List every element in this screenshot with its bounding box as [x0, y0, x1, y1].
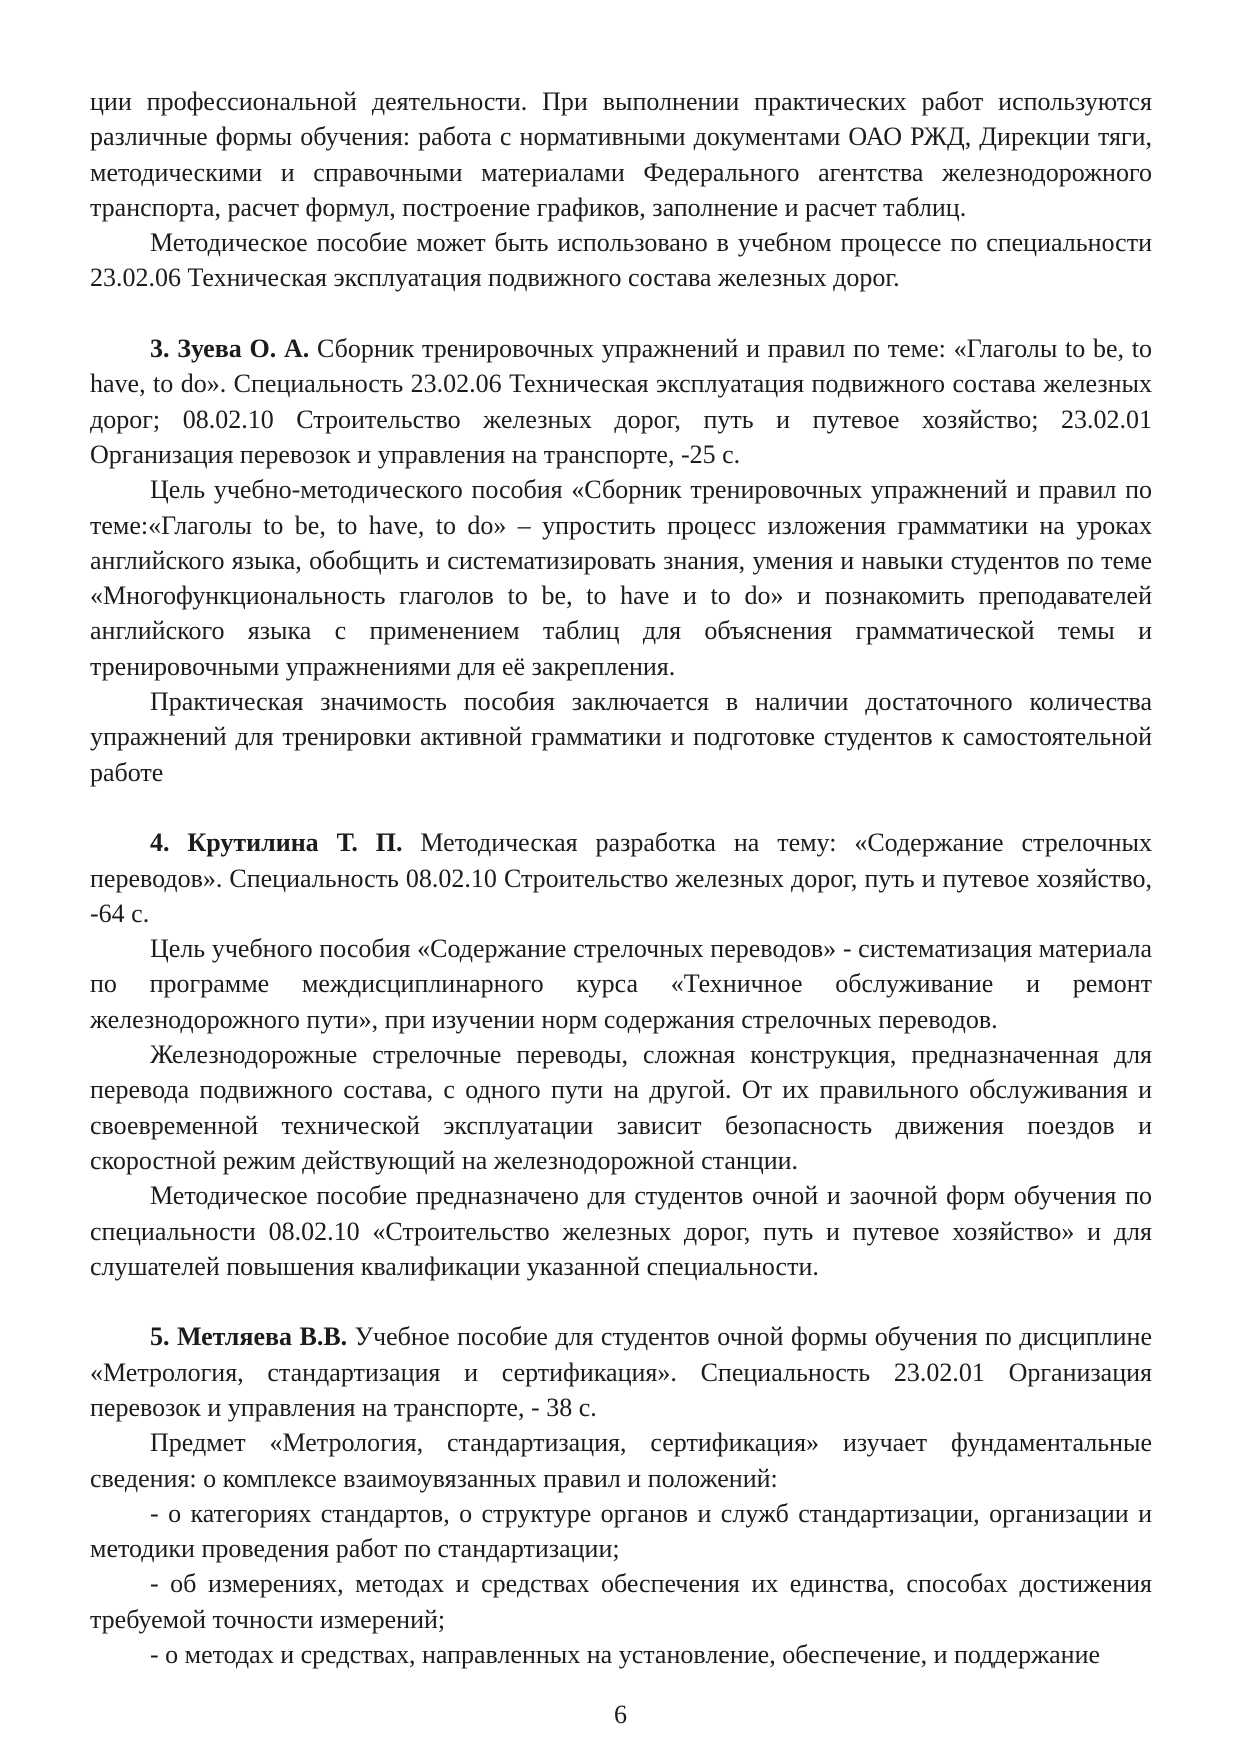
- entry-description: Учебное пособие для студентов очной формы обучения по дисциплине «Метрология, стандартизация и сертификация». Специальность 23.02.01 Организация перевозок и управления на транспорте, - 38 с.: [90, 1322, 1152, 1422]
- page-text: [90, 84, 1152, 1672]
- intro-paragraph-continued: ции профессиональной деятельности. При выполнении практических работ используются различные формы обучения: работа с нормативными документами ОАО РЖД, Дирекции тяги, методическими и справочными материалами Федерального агентства железнодорожного транспорта, расчет формул, построение графиков, заполнение и расчет таблиц.: [90, 87, 1152, 222]
- entry-spacer: [90, 1284, 1152, 1319]
- entry-paragraph: Цель учебного пособия «Содержание стрелочных переводов» - систематизация материала по программе междисциплинарного курса «Техничное обслуживание и ремонт железнодорожного пути», при изучении норм содержания стрелочных переводов.: [90, 934, 1152, 1034]
- intro-paragraph: Методическое пособие может быть использовано в учебном процессе по специальности 23.02.06 Техническая эксплуатация подвижного состава железных дорог.: [90, 228, 1152, 293]
- page-number: 6: [614, 1700, 627, 1729]
- entry-paragraph: Железнодорожные стрелочные переводы, сложная конструкция, предназначенная для перевода подвижного состава, с одного пути на другой. От их правильного обслуживания и своевременной технической эксплуатации зависит безопасность движения поездов и скоростной режим действующий на железнодорожной станции.: [90, 1040, 1152, 1175]
- entry-description: Методическая разработка на тему: «Содержание стрелочных переводов». Специальность 08.02.10 Строительство железных дорог, путь и путевое хозяйство, -64 с.: [90, 828, 1153, 928]
- entry-paragraph: Предмет «Метрология, стандартизация, сертификация» изучает фундаментальные сведения: о комплексе взаимоувязанных правил и положений:: [90, 1428, 1152, 1493]
- entry-description: Сборник тренировочных упражнений и правил по теме: «Глаголы to be, to have, to do». Специальность 23.02.06 Техническая эксплуатация подвижного состава железных дорог; 08.02.10 Строительство железных дорог, путь и путевое хозяйство; 23.02.01 Организация перевозок и управления на транспорте, -25 с.: [90, 334, 1152, 469]
- list-item: - об измерениях, методах и средствах обеспечения их единства, способах достижения требуемой точности измерений;: [90, 1569, 1152, 1634]
- entry-author: 5. Метляева В.В.: [150, 1322, 348, 1352]
- entry-paragraph: Практическая значимость пособия заключается в наличии достаточного количества упражнений для тренировки активной грамматики и подготовке студентов к самостоятельной работе: [90, 687, 1152, 787]
- entry-spacer: [90, 790, 1152, 825]
- entry-author: 4. Крутилина Т. П.: [150, 828, 403, 858]
- bibliography-entry-4: [90, 825, 1152, 931]
- entry-paragraph: Цель учебно-методического пособия «Сборник тренировочных упражнений и правил по теме:«Глаголы to be, to have, to do» – упростить процесс изложения грамматики на уроках английского языка, обобщить и систематизировать знания, умения и навыки студентов по теме «Многофункциональность глаголов to be, to have и to do» и познакомить преподавателей английского языка с применением таблиц для объяснения грамматической темы и тренировочными упражнениями для её закрепления.: [90, 475, 1152, 681]
- bibliography-entry-5: [90, 1319, 1152, 1425]
- entry-paragraph: Методическое пособие предназначено для студентов очной и заочной форм обучения по специальности 08.02.10 «Строительство железных дорог, путь и путевое хозяйство» и для слушателей повышения квалификации указанной специальности.: [90, 1181, 1152, 1281]
- list-item: - о категориях стандартов, о структуре органов и служб стандартизации, организации и методики проведения работ по стандартизации;: [90, 1498, 1152, 1564]
- bibliography-entry-3: [90, 331, 1152, 472]
- list-item: - о методах и средствах, направленных на установление, обеспечение, и поддержание: [150, 1640, 1101, 1670]
- entry-spacer: [90, 296, 1152, 331]
- entry-author: 3. Зуева О. А.: [150, 334, 310, 364]
